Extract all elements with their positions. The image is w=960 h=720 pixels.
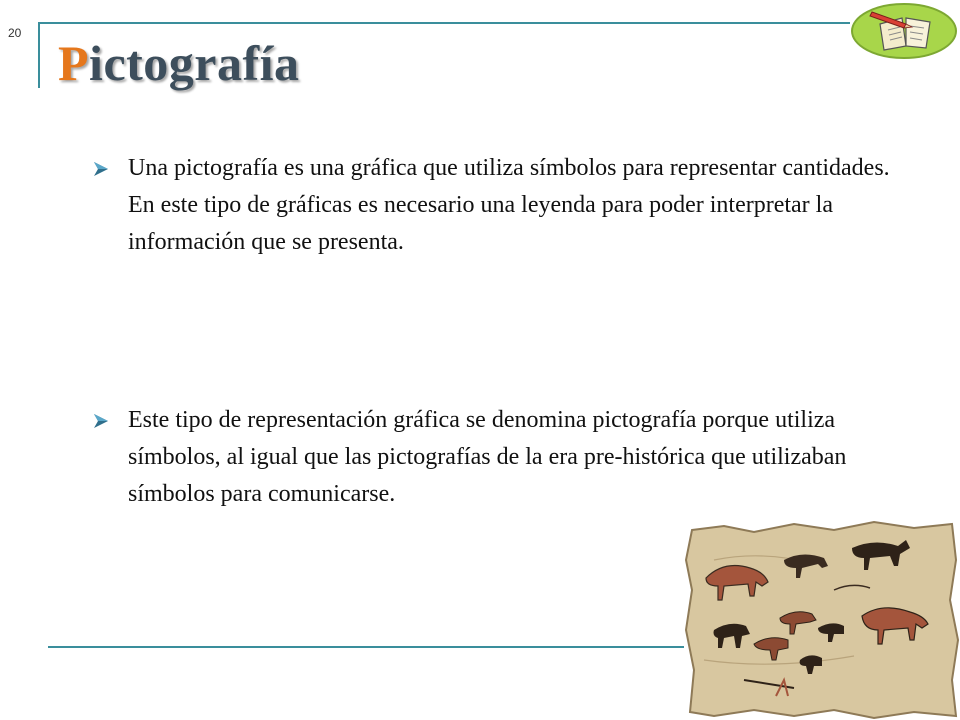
slide-number: 20 xyxy=(8,26,22,40)
bullet-list-2 xyxy=(92,402,892,513)
arrow-bullet-icon xyxy=(92,412,110,430)
title-rest: ictografía xyxy=(89,35,300,91)
frame-left-rule xyxy=(38,22,40,88)
book-pencil-icon xyxy=(850,2,958,60)
slide-title xyxy=(58,35,300,91)
bullet-item xyxy=(92,150,892,261)
bullet-list-1 xyxy=(92,150,892,261)
arrow-bullet-icon xyxy=(92,160,110,178)
bullet-text: Una pictografía es una gráfica que utiliza símbolos para representar cantidades. En este tipo de gráficas es necesario una leyenda para poder interpretar la información que se presenta. xyxy=(128,155,890,255)
bullet-text: Este tipo de representación gráfica se denomina pictografía porque utiliza símbolos, al igual que las pictografías de la era pre-histórica que utilizaban símbolos para comunicarse. xyxy=(128,407,847,507)
frame-top-rule xyxy=(38,22,850,24)
cave-painting-image xyxy=(684,520,960,720)
bullet-item xyxy=(92,402,892,513)
frame-bottom-rule xyxy=(48,646,684,648)
title-first-letter: P xyxy=(58,35,90,91)
